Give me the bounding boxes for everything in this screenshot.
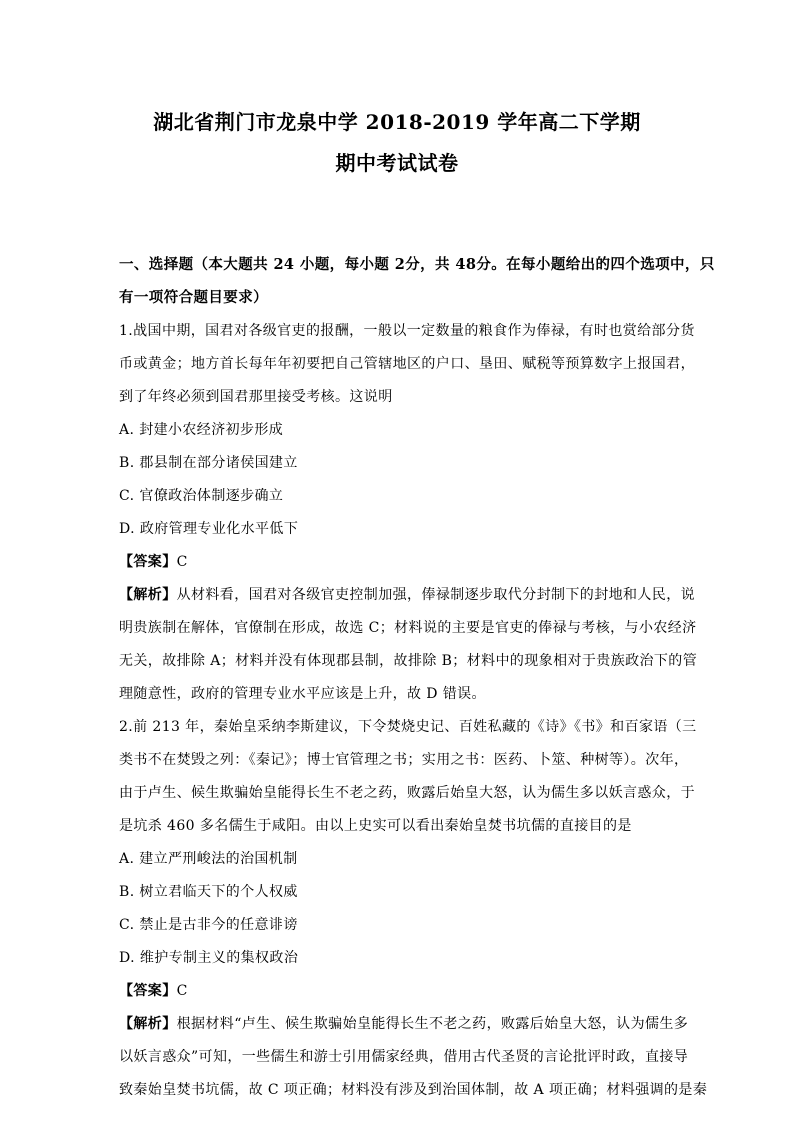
question-1-option-a: A. 封建小农经济初步形成 — [119, 422, 284, 438]
analysis-text: 根据材料“卢生、候生欺骗始皇能得长生不老之药，败露后始皇大怒，认为儒生多 — [176, 1016, 689, 1032]
section-heading: 一、选择题（本大题共 24 小题，每小题 2分，共 48分。在每小题给出的四个选项中，只 — [119, 256, 715, 273]
question-1-option-c: C. 官僚政治体制逐步确立 — [119, 488, 284, 504]
answer-label: 【答案】 — [119, 554, 177, 570]
question-2-analysis — [119, 1014, 689, 1034]
question-2-analysis: 致秦始皇焚书坑儒，故 C 项正确；材料没有涉及到治国体制，故 A 项正确；材料强调的是秦 — [119, 1082, 708, 1098]
question-2-option-a: A. 建立严刑峻法的治国机制 — [119, 851, 298, 867]
question-1-analysis: 明贵族制在解体，官僚制在形成，故选 C；材料说的主要是官吏的俸禄与考核，与小农经济 — [119, 620, 697, 636]
document-title: 湖北省荆门市龙泉中学 2018-2019 学年高二下学期 — [153, 110, 641, 134]
question-1-analysis — [119, 585, 696, 605]
question-2-answer — [119, 981, 679, 1001]
question-2-stem: 类书不在焚毁之列：《秦记》；博士官管理之书；实用之书：医药、卜筮、种树等）。次年， — [119, 752, 689, 768]
document-subtitle: 期中考试试卷 — [335, 151, 459, 175]
question-2-option-b: B. 树立君临天下的个人权威 — [119, 884, 298, 900]
question-2-option-d: D. 维护专制主义的集权政治 — [119, 950, 299, 966]
question-2-analysis: 以妖言惑众”可知，一些儒生和游士引用儒家经典，借用古代圣贤的言论批评时政，直接导 — [119, 1049, 689, 1065]
analysis-label: 【解析】 — [119, 1016, 177, 1032]
analysis-text: 从材料看，国君对各级官吏控制加强，俸禄制逐步取代分封制下的封地和人民，说 — [176, 587, 696, 603]
question-1-answer — [119, 552, 679, 572]
question-2-stem: 2.前 213 年，秦始皇采纳李斯建议，下令焚烧史记、百姓私藏的《诗》《书》和百家语（三 — [119, 719, 697, 735]
question-1-stem: 到了年终必须到国君那里接受考核。这说明 — [119, 389, 393, 405]
question-1-option-b: B. 郡县制在部分诸侯国建立 — [119, 455, 298, 471]
question-1-option-d: D. 政府管理专业化水平低下 — [119, 521, 299, 537]
question-1-analysis: 无关，故排除 A；材料并没有体现郡县制，故排除 B；材料中的现象相对于贵族政治下的管 — [119, 653, 698, 669]
answer-label: 【答案】 — [119, 983, 177, 999]
section-heading-cont: 有一项符合题目要求） — [119, 289, 268, 306]
question-2-option-c: C. 禁止是古非今的任意诽谤 — [119, 917, 298, 933]
question-2-stem: 由于卢生、候生欺骗始皇能得长生不老之药，败露后始皇大怒，认为儒生多以妖言惑众，于 — [119, 785, 695, 801]
answer-value: C — [176, 554, 188, 570]
question-1-analysis: 理随意性，政府的管理专业水平应该是上升，故 D 错误。 — [119, 686, 486, 702]
answer-value: C — [176, 983, 188, 999]
question-1-stem: 币或黄金；地方首长每年年初要把自己管辖地区的户口、垦田、赋税等预算数字上报国君， — [119, 356, 695, 372]
question-1-stem: 1.战国中期，国君对各级官吏的报酬，一般以一定数量的粮食作为俸禄，有时也赏给部分货 — [119, 323, 695, 339]
analysis-label: 【解析】 — [119, 587, 177, 603]
question-2-stem: 是坑杀 460 多名儒生于咸阳。由以上史实可以看出秦始皇焚书坑儒的直接目的是 — [119, 818, 632, 834]
